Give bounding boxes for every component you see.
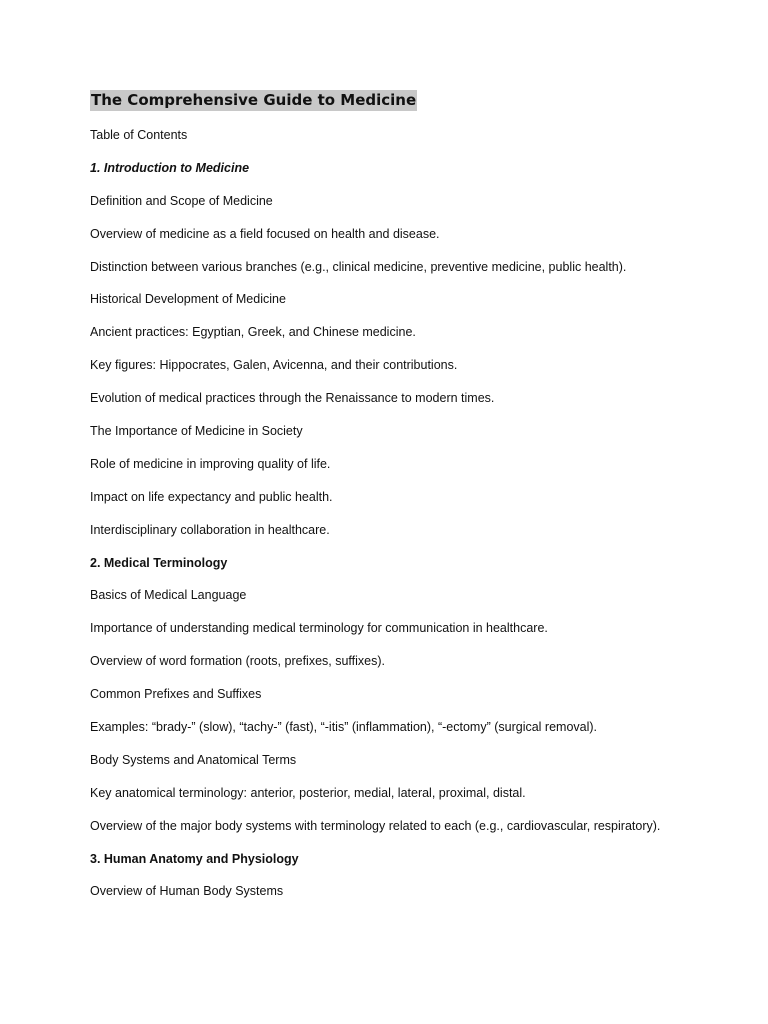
- document-line: Key figures: Hippocrates, Galen, Avicenna, and their contributions.: [90, 358, 458, 373]
- section-heading: 1. Introduction to Medicine: [90, 160, 250, 175]
- document-line: Basics of Medical Language: [90, 588, 247, 603]
- document-line: Overview of Human Body Systems: [90, 884, 284, 899]
- document-line: Importance of understanding medical terminology for communication in healthcare.: [90, 621, 548, 636]
- document-line: Common Prefixes and Suffixes: [90, 687, 262, 702]
- document-line: The Importance of Medicine in Society: [90, 424, 303, 439]
- document-line: Overview of word formation (roots, prefixes, suffixes).: [90, 654, 386, 669]
- document-line: Distinction between various branches (e.g., clinical medicine, preventive medicine, public health).: [90, 259, 627, 274]
- document-line: Evolution of medical practices through the Renaissance to modern times.: [90, 391, 495, 406]
- document-line: Key anatomical terminology: anterior, posterior, medial, lateral, proximal, distal.: [90, 785, 526, 800]
- section-heading: 3. Human Anatomy and Physiology: [90, 851, 299, 866]
- document-line: Role of medicine in improving quality of life.: [90, 456, 331, 471]
- document-line: Examples: “brady-” (slow), “tachy-” (fast), “-itis” (inflammation), “-ectomy” (surgical removal).: [90, 720, 598, 735]
- document-line: Historical Development of Medicine: [90, 292, 286, 307]
- document-title: The Comprehensive Guide to Medicine: [91, 91, 417, 109]
- document-line: Overview of medicine as a field focused on health and disease.: [90, 226, 440, 241]
- document-line: Interdisciplinary collaboration in healthcare.: [90, 522, 330, 537]
- document-line: Table of Contents: [90, 128, 188, 142]
- document-body: [90, 126, 750, 915]
- document-line: Body Systems and Anatomical Terms: [90, 752, 297, 767]
- section-heading: 2. Medical Terminology: [90, 555, 228, 570]
- document-line: Definition and Scope of Medicine: [90, 193, 273, 208]
- document-line: Overview of the major body systems with terminology related to each (e.g., cardiovascular, respiratory).: [90, 818, 661, 833]
- document-line: Ancient practices: Egyptian, Greek, and Chinese medicine.: [90, 325, 416, 340]
- document-line: Impact on life expectancy and public health.: [90, 489, 333, 504]
